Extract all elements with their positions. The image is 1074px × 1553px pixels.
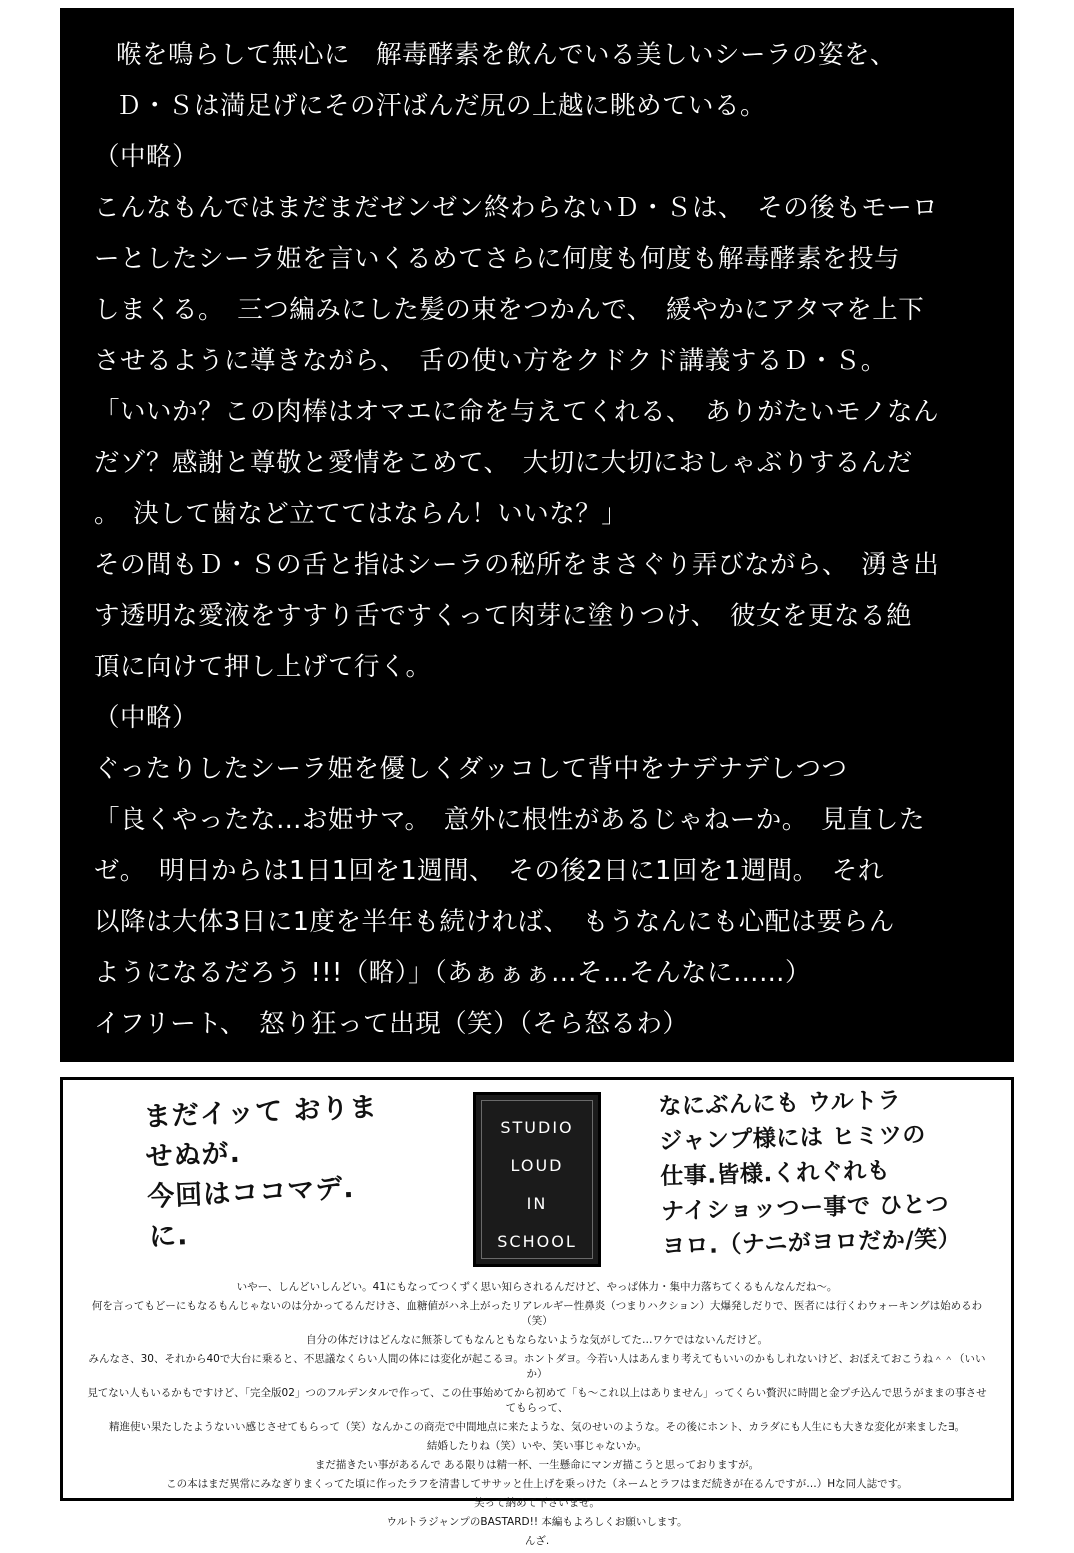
story-line: イフリート、 怒り狂って出現（笑）（そら怒るわ） (94, 1009, 689, 1039)
note-line: 笑って納めて下さいませ。 (474, 1497, 600, 1509)
note-line: んざ. (524, 1535, 550, 1547)
note-line: 精進使い果たしたようないい感じさせてもらって（笑）なんかこの商売で中間地点に来たような、気のせいのような。その後にホント、カラダにも人生にも大きな変化が来ました∃。 (108, 1421, 966, 1433)
story-line: ぐったりしたシーラ姫を優しくダッコして背中をナデナデしつつ (94, 754, 848, 784)
afterword-panel (60, 1077, 1014, 1547)
logo-line-3: IN (526, 1194, 548, 1213)
afterword-notes (63, 1280, 1011, 1553)
story-line: （中略） (94, 703, 199, 733)
story-line: 以降は大体3日に1度を半年も続ければ、 もうなんにも心配は要らん (94, 907, 895, 937)
note-line: この本はまだ異常にみなぎりまくってた頃に作ったラフを清書してササッと仕上げを乗っけた（ネームとラフはまだ続きが在るんですが…）Hな同人誌です。 (166, 1478, 908, 1490)
story-line: させるように導きながら、 舌の使い方をクドクド講義するＤ・Ｓ。 (94, 346, 887, 376)
note-line: 結婚したりね（笑）いや、笑い事じゃないか。 (426, 1440, 648, 1452)
story-line: しまくる。 三つ編みにした髪の束をつかんで、 緩やかにアタマを上下 (94, 295, 925, 325)
story-panel (60, 8, 1014, 1062)
logo-line-2: LOUD (510, 1156, 564, 1175)
story-line: 頂に向けて押し上げて行く。 (94, 652, 432, 682)
story-line: Ｄ・Ｓは満足げにその汗ばんだ尻の上越に眺めている。 (116, 91, 767, 121)
handwritten-note-right: なにぶんにも ウルトラ ジャンプ様には ヒミツの 仕事.皆様.くれぐれも ナイショッつー事で ひとつ ヨロ.（ナニがヨロだか/笑） (658, 1087, 962, 1260)
story-line: その間もＤ・Ｓの舌と指はシーラの秘所をまさぐり弄びながら、 湧き出 (94, 550, 940, 580)
afterword-top-row (63, 1080, 1011, 1285)
story-line: す透明な愛液をすすり舌ですくって肉芽に塗りつけ、 彼女を更なる絶 (94, 601, 912, 631)
story-line: だゾ？感謝と尊敬と愛情をこめて、 大切に大切におしゃぶりするんだ (94, 448, 913, 478)
story-line: ゼ。 明日からは1日1回を1週間、 その後2日に1回を1週間。 それ (94, 856, 884, 886)
note-line: 自分の体だけはどんなに無茶してもなんともならないような気がしてた…ワケではないんだけど。 (306, 1334, 768, 1346)
story-line: ーとしたシーラ姫を言いくるめてさらに何度も何度も解毒酵素を投与 (94, 244, 901, 274)
story-line: 「いいか？この肉棒はオマエに命を与えてくれる、 ありがたいモノなん (94, 397, 939, 427)
note-line: 何を言ってもどーにもなるもんじゃないのは分かってるんだけさ、血糖値がハネ上がったリアレルギー性鼻炎（つまりハクション）大爆発しだりで、医者には行くわウォーキングは始めるわ（笑） (91, 1300, 983, 1327)
note-line: 見てない人もいるかもですけど、「完全版02」つのフルデンタルで作って、この仕事始めてから初めて「も～これ以上はありません」ってくらい贅沢に時間と金プチ込んで思うがままの事させてもらって、 (87, 1387, 987, 1414)
story-line: こんなもんではまだまだゼンゼン終わらないＤ・Ｓは、 その後もモーロ (94, 193, 939, 223)
studio-logo (473, 1092, 601, 1267)
story-line: （中略） (94, 142, 199, 172)
note-line: ウルトラジャンプのBASTARD!! 本編もよろしくお願いします。 (386, 1516, 688, 1528)
logo-line-1: STUDIO (500, 1118, 574, 1137)
story-line: 「良くやったな…お姫サマ。 意外に根性があるじゃねーか。 見直した (94, 805, 925, 835)
handwritten-note-left: まだイッて おりま せぬが. 今回はココマデ. に. (143, 1091, 379, 1253)
story-line: ようになるだろう !!!（略）」（あぁぁぁ…そ…そんなに……） (94, 958, 812, 988)
story-line: 。 決して歯など立ててはならん！いいな？」 (94, 499, 628, 529)
note-line: まだ描きたい事があるんで ある限りは精一杯、一生懸命にマンガ描こうと思っておりますが。 (314, 1459, 760, 1471)
story-line: 喉を鳴らして無心に 解毒酵素を飲んでいる美しいシーラの姿を、 (116, 40, 897, 70)
logo-line-4: SCHOOL (497, 1232, 577, 1251)
note-line: いやー、しんどいしんどい。41にもなってつくずく思い知らされるんだけど、やっぱ体力・集中力落ちてくるもんなんだね～。 (236, 1281, 838, 1293)
note-line: みんなさ、30、それから40で大台に乗ると、不思議なくらい人間の体には変化が起こるヨ。ホントダヨ。今若い人はあんまり考えてもいいのかもしれないけど、おぼえておこうね＾＾（いいか） (88, 1353, 986, 1380)
